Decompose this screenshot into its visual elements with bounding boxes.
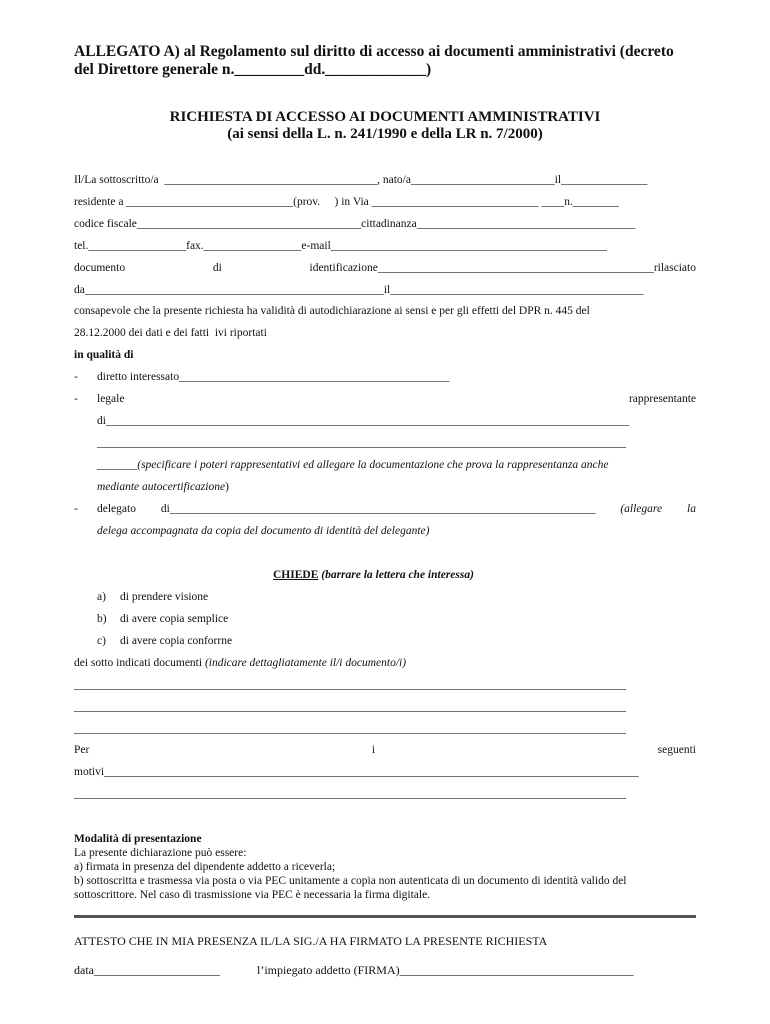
spec-close: ) [225,481,229,493]
spec-note-cont: mediante autocertificazione [97,481,226,493]
option-delegate [97,502,696,516]
submission-heading: Modalità di presentazione [74,833,202,845]
option-legal-representative [97,392,696,406]
dash-bullet: - [74,503,78,515]
submission-line-4: sottoscrittore. Nel caso di trasmissione via PEC è necessaria la firma digitale. [74,889,431,901]
delegate-note: delega accompagnata da copia del documento di identità del delegante) [97,525,430,537]
form-title: RICHIESTA DI ACCESSO AI DOCUMENTI AMMINISTRATIVI [169,109,601,125]
option-letter-b: b) [97,613,107,625]
reasons-word-per: Per [74,744,90,756]
annex-header-line-1: ALLEGATO A) al Regolamento sul diritto di accesso ai documenti amministrativi (decreto [74,43,674,60]
chiede-note: (barrare la lettera che interessa) [318,569,474,581]
declaration-line-1: consapevole che la presente richiesta ha validità di autodichiarazione ai sensi e per gli effetti del DPR n. 445 del [74,305,590,317]
representative-of-line: di___________________________________________________________________________________________ [97,415,630,427]
residence-line: residente a _____________________________(prov. ) in Via _____________________________ ____n.________ [74,196,619,208]
annex-header-line-2: del Direttore generale n._________dd._____________) [74,61,432,78]
submission-line-3: b) sottoscritta e trasmessa via posta o via PEC unitamente a copia non autenticata di un documento di identità valido del [74,875,627,887]
spec-note: (specificare i poteri rappresentativi ed allegare la documentazione che prova la rappresentanza anche [137,459,609,471]
form-subtitle: (ai sensi della L. n. 241/1990 e della LR n. 7/2000) [227,126,543,142]
id-document-line [74,261,696,275]
tax-code-citizenship-line: codice fiscale_______________________________________cittadinanza______________________________________ [74,218,636,230]
reasons-intro [74,743,696,757]
contacts-line: tel._________________fax._________________e-mail________________________________________________ [74,240,607,252]
documents-intro [74,656,406,670]
documents-blank-line: ________________________________________________________________________________________________ [74,679,626,691]
attestation-text: ATTESTO CHE IN MIA PRESENZA IL/LA SIG./A HA FIRMATO LA PRESENTE RICHIESTA [74,934,548,948]
delegate-of-blank: di__________________________________________________________________________ [160,503,596,515]
reasons-word-seguenti: seguenti [657,744,696,756]
documents-blank-line: ________________________________________________________________________________________________ [74,701,626,713]
option-letter-c: c) [97,635,106,647]
clerk-signature-field: l’impiegato addetto (FIRMA)_______________________________________ [257,963,634,977]
spec-blank: _______ [97,459,138,471]
documents-intro-text: dei sotto indicati documenti [74,657,205,669]
representative-spec-line-2 [97,480,229,494]
declaration-line-2: 28.12.2000 dei dati e dei fatti ivi riportati [74,327,267,339]
id-word-documento: documento [74,262,126,274]
legal-word: legale [97,393,125,405]
attach-word: (allegare [620,503,663,515]
reasons-word-i: i [371,744,376,756]
id-word-di: di [212,262,222,274]
quality-heading: in qualità di [74,349,134,361]
option-simple-copy: di avere copia semplice [120,613,229,625]
option-direct-interest: diretto interessato_______________________________________________ [97,371,450,383]
la-word: la [687,503,696,515]
dash-bullet: - [74,371,78,383]
reasons-line: motivi_____________________________________________________________________________________________ [74,766,639,778]
reasons-blank-line: ________________________________________________________________________________________________ [74,788,626,800]
issued-by-line: da____________________________________________________il____________________________________________ [74,284,644,296]
date-field: data_____________________ [74,963,220,977]
documents-blank-line: ________________________________________________________________________________________________ [74,723,626,735]
representative-word: rappresentante [628,393,696,405]
delegate-word: delegato [97,503,136,515]
documents-intro-note: (indicare dettagliatamente il/i documento/i) [204,657,407,669]
representative-blank-line: ____________________________________________________________________________________________ [97,437,626,449]
section-divider [74,915,696,918]
option-certified-copy: di avere copia conforrne [120,635,233,647]
chiede-word: CHIEDE [273,569,319,581]
applicant-name-birth-line: Il/La sottoscritto/a _____________________________________, nato/a_________________________il_______________ [74,174,648,186]
option-view: di prendere visione [120,591,209,603]
representative-spec-line-1 [97,458,608,472]
submission-line-2: a) firmata in presenza del dipendente addetto a riceverla; [74,861,336,873]
option-letter-a: a) [97,591,106,603]
chiede-heading [273,568,474,582]
submission-line-1: La presente dichiarazione può essere: [74,847,247,859]
dash-bullet: - [74,393,78,405]
id-word-identificazione: identificazione________________________________________________rilasciato [309,262,696,274]
